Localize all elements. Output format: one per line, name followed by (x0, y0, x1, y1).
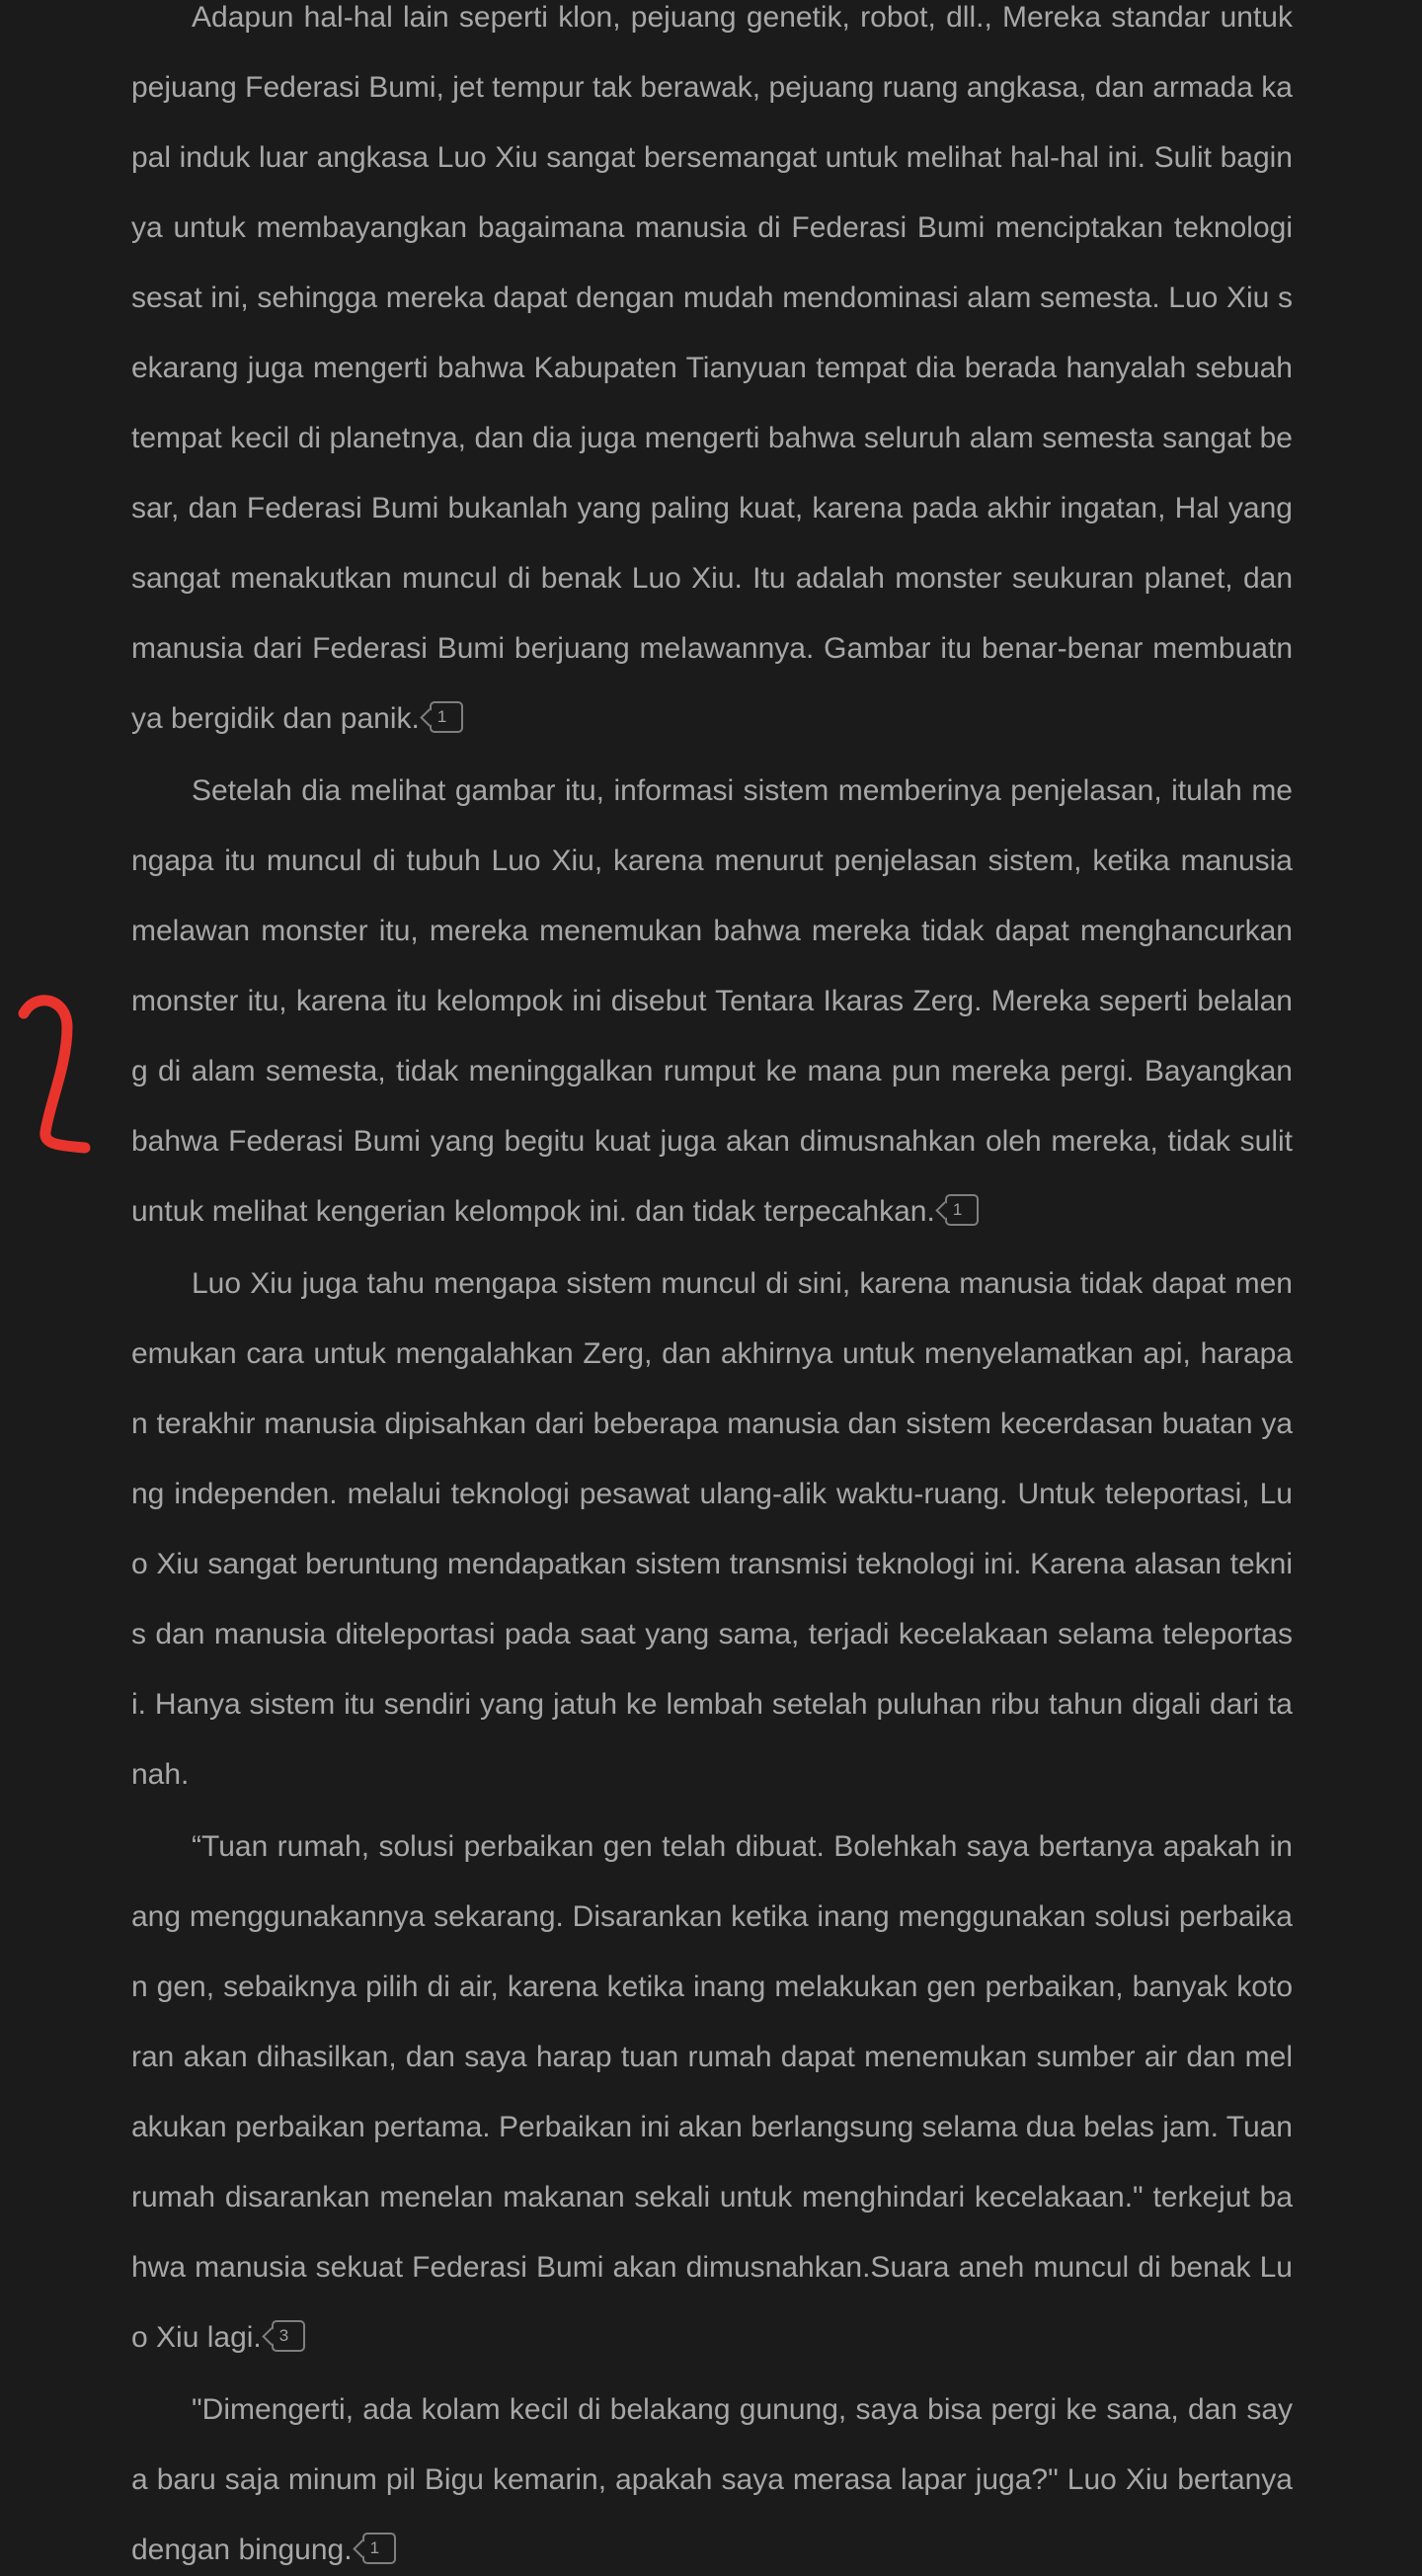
paragraph-text: "Dimengerti, ada kolam kecil di belakang gunung, saya bisa pergi ke sana, dan saya baru saja minum pil Bigu kemarin, apakah saya merasa lapar juga?" Luo Xiu bertanya dengan bingung. (131, 2393, 1293, 2566)
paragraph-1 (131, 0, 1293, 754)
paragraph-comment-badge[interactable]: 1 (430, 701, 463, 733)
chapter-text (131, 0, 1293, 2576)
paragraph-3 (131, 1248, 1293, 1810)
paragraph-text: Adapun hal-hal lain seperti klon, pejuang genetik, robot, dll., Mereka standar untuk pejuang Federasi Bumi, jet tempur tak berawak, pejuang ruang angkasa, dan armada kapal induk luar angkasa Luo Xiu sangat bersemangat untuk melihat hal-hal ini. Sulit baginya untuk membayangkan bagaimana manusia di Federasi Bumi menciptakan teknologi sesat ini, sehingga mereka dapat dengan mudah mendominasi alam semesta. Luo Xiu sekarang juga mengerti bahwa Kabupaten Tianyuan tempat dia berada hanyalah sebuah tempat kecil di planetnya, dan dia juga mengerti bahwa seluruh alam semesta sangat besar, dan Federasi Bumi bukanlah yang paling kuat, karena pada akhir ingatan, Hal yang sangat menakutkan muncul di benak Luo Xiu. Itu adalah monster seukuran planet, dan manusia dari Federasi Bumi berjuang melawannya. Gambar itu benar-benar membuatnya bergidik dan panik. (131, 1, 1293, 735)
paragraph-4 (131, 1811, 1293, 2373)
paragraph-comment-badge[interactable]: 3 (272, 2320, 305, 2352)
paragraph-5 (131, 2375, 1293, 2576)
paragraph-comment-badge[interactable]: 1 (945, 1194, 979, 1226)
paragraph-text: “Tuan rumah, solusi perbaikan gen telah dibuat. Bolehkah saya bertanya apakah inang menggunakannya sekarang. Disarankan ketika inang menggunakan solusi perbaikan gen, sebaiknya pilih di air, karena ketika inang melakukan gen perbaikan, banyak kotoran akan dihasilkan, dan saya harap tuan rumah dapat menemukan sumber air dan melakukan perbaikan pertama. Perbaikan ini akan berlangsung selama dua belas jam. Tuan rumah disarankan menelan makanan sekali untuk menghindari kecelakaan." terkejut bahwa manusia sekuat Federasi Bumi akan dimusnahkan.Suara aneh muncul di benak Luo Xiu lagi. (131, 1830, 1293, 2354)
paragraph-text: Luo Xiu juga tahu mengapa sistem muncul di sini, karena manusia tidak dapat menemukan cara untuk mengalahkan Zerg, dan akhirnya untuk menyelamatkan api, harapan terakhir manusia dipisahkan dari beberapa manusia dan sistem kecerdasan buatan yang independen. melalui teknologi pesawat ulang-alik waktu-ruang. Untuk teleportasi, Luo Xiu sangat beruntung mendapatkan sistem transmisi teknologi ini. Karena alasan teknis dan manusia diteleportasi pada saat yang sama, terjadi kecelakaan selama teleportasi. Hanya sistem itu sendiri yang jatuh ke lembah setelah puluhan ribu tahun digali dari tanah. (131, 1267, 1293, 1791)
handwritten-number-two-annotation (6, 988, 95, 1166)
paragraph-comment-badge[interactable]: 1 (362, 2533, 396, 2564)
paragraph-text: Setelah dia melihat gambar itu, informasi sistem memberinya penjelasan, itulah mengapa itu muncul di tubuh Luo Xiu, karena menurut penjelasan sistem, ketika manusia melawan monster itu, mereka menemukan bahwa mereka tidak dapat menghancurkan monster itu, karena itu kelompok ini disebut Tentara Ikaras Zerg. Mereka seperti belalang di alam semesta, tidak meninggalkan rumput ke mana pun mereka pergi. Bayangkan bahwa Federasi Bumi yang begitu kuat juga akan dimusnahkan oleh mereka, tidak sulit untuk melihat kengerian kelompok ini. dan tidak terpecahkan. (131, 774, 1293, 1228)
paragraph-2 (131, 756, 1293, 1247)
